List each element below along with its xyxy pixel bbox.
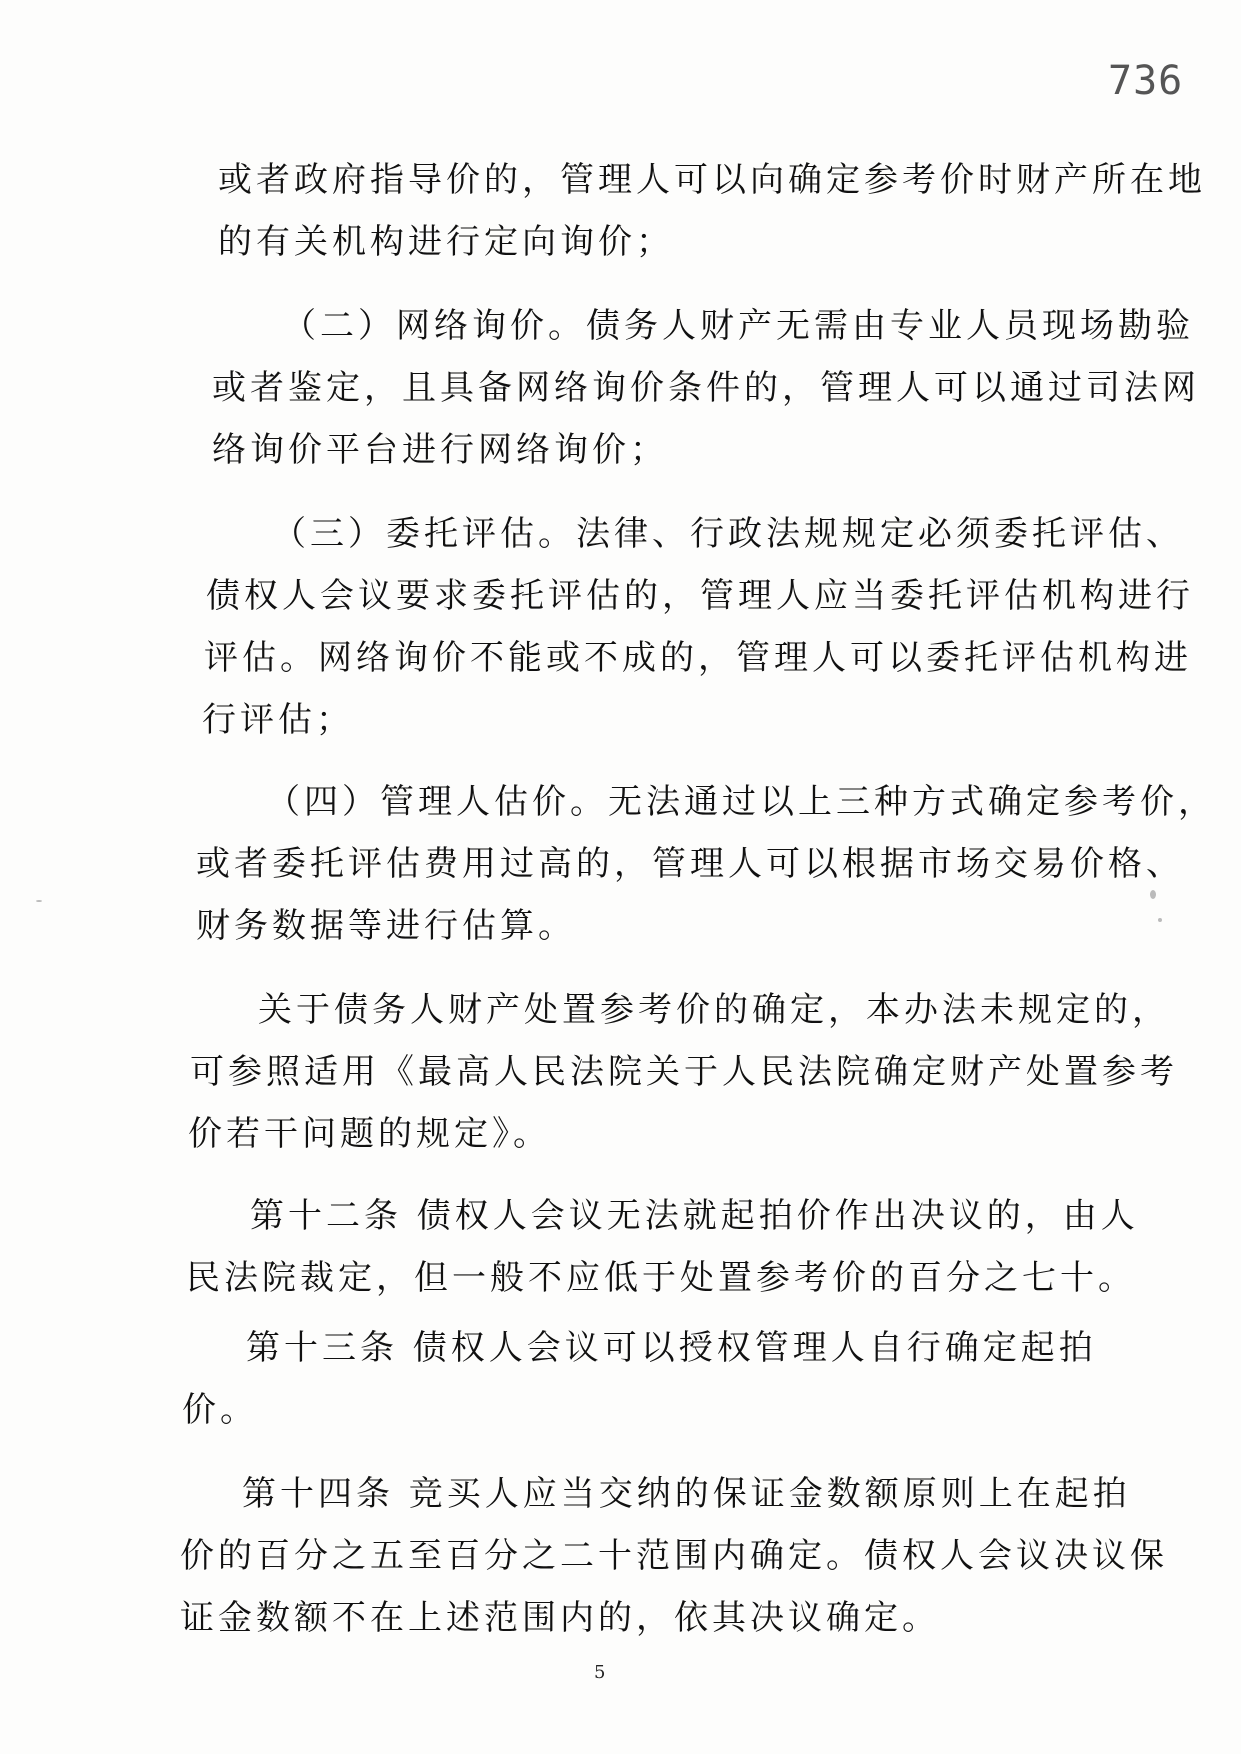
text-line: 价若干问题的规定》。 [188,1114,551,1154]
text-line: 关于债务人财产处置参考价的确定，本办法未规定的， [258,990,1170,1030]
text-line: 络询价平台进行网络询价； [212,430,668,470]
text-line: 行评估； [202,700,354,740]
text-line: 第十四条 竞买人应当交纳的保证金数额原则上在起拍 [242,1474,1131,1514]
scan-speck [36,900,42,902]
text-line: 或者政府指导价的，管理人可以向确定参考价时财产所在地 [218,160,1206,200]
text-line: 证金数额不在上述范围内的，依其决议确定。 [180,1598,940,1638]
text-line: 价。 [182,1390,258,1430]
text-line: （二）网络询价。债务人财产无需由专业人员现场勘验 [282,306,1194,346]
text-line: 民法院裁定，但一般不应低于处置参考价的百分之七十。 [186,1258,1136,1298]
text-line: 或者委托评估费用过高的，管理人可以根据市场交易价格、 [196,844,1184,884]
text-line: 第十二条 债权人会议无法就起拍价作出决议的，由人 [250,1196,1139,1236]
text-line: 第十三条 债权人会议可以授权管理人自行确定起拍 [246,1328,1097,1368]
text-line: 财务数据等进行估算。 [196,906,576,946]
page-number: 5 [594,1662,606,1683]
text-line: 的有关机构进行定向询价； [218,222,674,262]
text-line: （三）委托评估。法律、行政法规规定必须委托评估、 [272,514,1184,554]
text-line: 债权人会议要求委托评估的，管理人应当委托评估机构进行 [206,576,1194,616]
scan-speck [1158,918,1162,922]
stamped-page-number: 736 [1108,58,1184,104]
text-line: 价的百分之五至百分之二十范围内确定。债权人会议决议保 [180,1536,1168,1576]
scan-speck [1150,890,1156,899]
text-line: 评估。网络询价不能或不成的，管理人可以委托评估机构进 [204,638,1192,678]
text-line: 可参照适用《最高人民法院关于人民法院确定财产处置参考 [190,1052,1178,1092]
text-line: （四）管理人估价。无法通过以上三种方式确定参考价， [266,782,1216,822]
text-line: 或者鉴定，且具备网络询价条件的，管理人可以通过司法网 [212,368,1200,408]
